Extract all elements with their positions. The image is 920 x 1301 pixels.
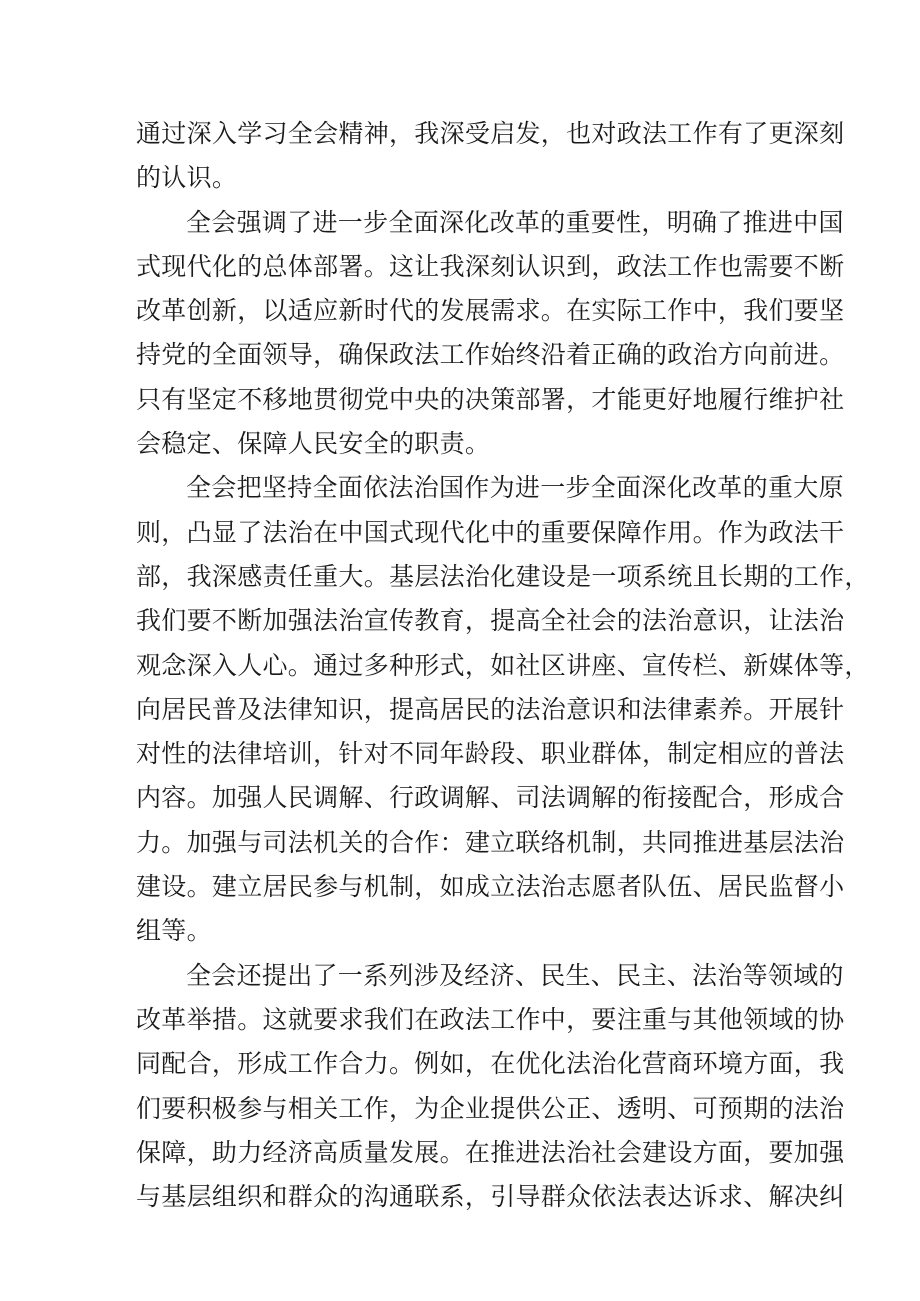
text-line: 组等。	[136, 916, 212, 946]
text-line: 改革创新，以适应新时代的发展需求。在实际工作中，我们要坚	[136, 296, 845, 326]
document-body	[136, 112, 870, 1219]
text-line: 与基层组织和群众的沟通联系，引导群众依法表达诉求、解决纠	[136, 1182, 845, 1212]
text-line: 改革举措。这就要求我们在政法工作中，要注重与其他领域的协	[136, 1004, 845, 1034]
text-line: 同配合，形成工作合力。例如，在优化法治化营商环境方面，我	[136, 1049, 845, 1079]
text-line: 则，凸显了法治在中国式现代化中的重要保障作用。作为政法干	[136, 517, 845, 547]
text-line: 内容。加强人民调解、行政调解、司法调解的衔接配合，形成合	[136, 783, 845, 813]
text-line: 部，我深感责任重大。基层法治化建设是一项系统且长期的工作，	[136, 561, 870, 591]
text-line: 力。加强与司法机关的合作：建立联络机制，共同推进基层法治	[136, 827, 845, 857]
text-line: 会稳定、保障人民安全的职责。	[136, 429, 491, 459]
text-line: 们要积极参与相关工作，为企业提供公正、透明、可预期的法治	[136, 1093, 845, 1123]
paragraph-start-line: 全会把坚持全面依法治国作为进一步全面深化改革的重大原	[186, 473, 844, 503]
text-line: 的认识。	[136, 163, 238, 193]
text-line: 式现代化的总体部署。这让我深刻认识到，政法工作也需要不断	[136, 251, 845, 281]
text-line: 我们要不断加强法治宣传教育，提高全社会的法治意识，让法治	[136, 606, 845, 636]
text-line: 向居民普及法律知识，提高居民的法治意识和法律素养。开展针	[136, 694, 845, 724]
text-line: 保障，助力经济高质量发展。在推进法治社会建设方面，要加强	[136, 1137, 845, 1167]
text-line: 建设。建立居民参与机制，如成立法治志愿者队伍、居民监督小	[136, 872, 845, 902]
text-line: 通过深入学习全会精神，我深受启发，也对政法工作有了更深刻	[136, 119, 845, 148]
text-line: 只有坚定不移地贯彻党中央的决策部署，才能更好地履行维护社	[136, 384, 845, 414]
text-line: 持党的全面领导，确保政法工作始终沿着正确的政治方向前进。	[136, 340, 845, 370]
paragraph-start-line: 全会强调了进一步全面深化改革的重要性，明确了推进中国	[186, 207, 844, 237]
text-line: 对性的法律培训，针对不同年龄段、职业群体，制定相应的普法	[136, 739, 845, 769]
paragraph-start-line: 全会还提出了一系列涉及经济、民生、民主、法治等领域的	[186, 960, 844, 990]
text-line: 观念深入人心。通过多种形式，如社区讲座、宣传栏、新媒体等，	[136, 650, 870, 680]
